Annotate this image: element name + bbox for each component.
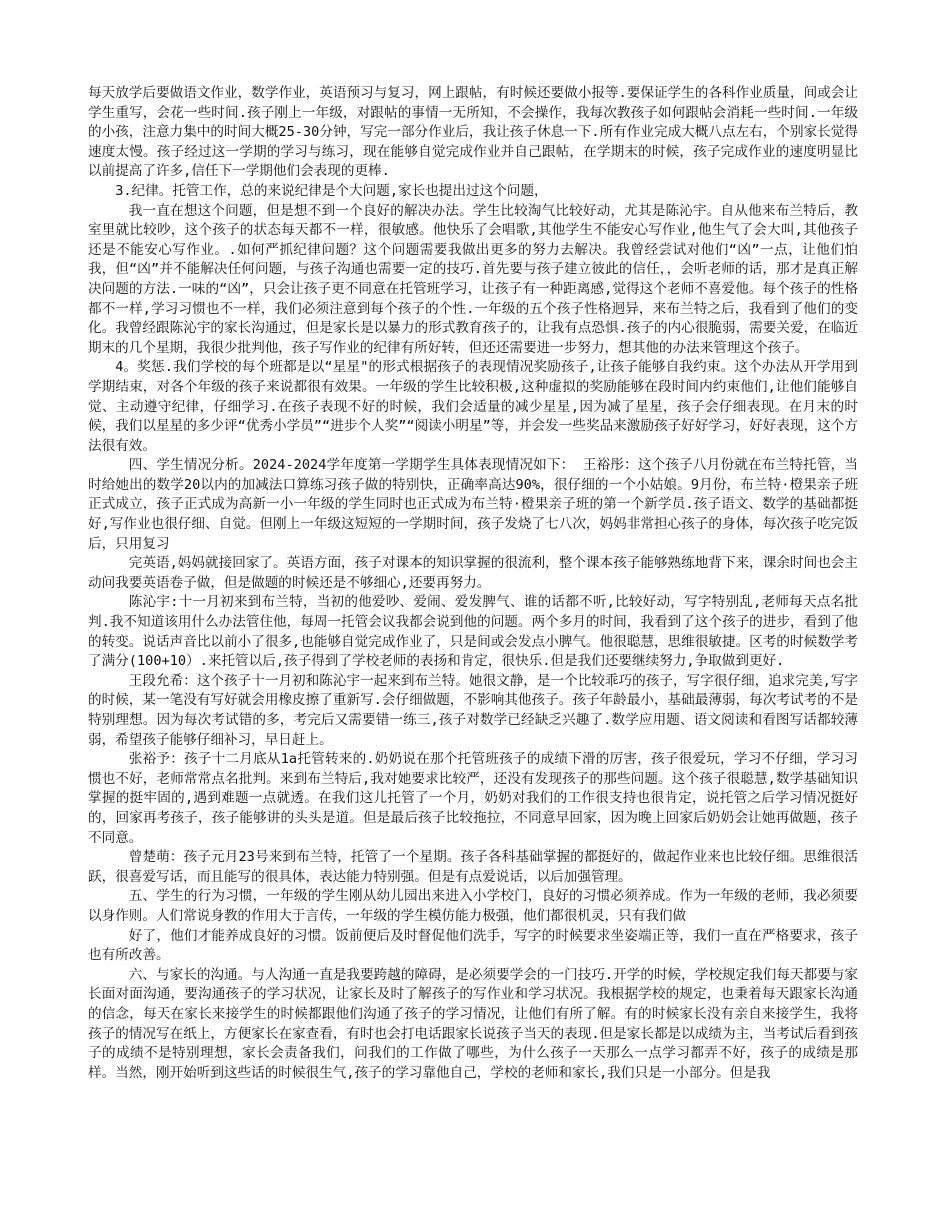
paragraph-student-analysis: 四、学生情况分析。2024-2024学年度第一学期学生具体表现情况如下： 王裕彤：这个孩子八月份就在布兰特托管，当时给她出的数学20以内的加减法口算练习孩子做的特别快，正确率高达90%，很仔细的一个小姑娘。9月份，布兰特·橙果亲子班正式成立，孩子正式成为高新一小一年级的学生同时也正式成为布兰特·橙果亲子班的第一个新学员.孩子语文、数学的基础都挺好,写作业也很仔细、自觉。但刚上一年级这短短的一学期时间，孩子发烧了七八次，妈妈非常担心孩子的身体，每次孩子吃完饭后，只用复习 <box>88 457 858 552</box>
paragraph-parent-communication: 六、与家长的沟通。与人沟通一直是我要跨越的障碍，是必须要学会的一门技巧.开学的时候，学校规定我们每天都要与家长面对面沟通，要沟通孩子的学习状况，让家长及时了解孩子的写作业和学习状况。我根据学校的规定，也秉着每天跟家长沟通的信念，每天在家长来接学生的时候都跟他们沟通了孩子的学习情况，让他们有所了解。有的时候家长没有亲自来接学生，我将孩子的情况写在纸上，方便家长在家查看，有时也会打电话跟家长说孩子当天的表现.但是家长都是以成绩为主，当考试后看到孩子的成绩不是特别理想，家长会责备我们，问我们的工作做了哪些，为什么孩子一天那么一点学习都弄不好，孩子的成绩是那样。当然，刚开始听到这些话的时候很生气,孩子的学习靠他自己，学校的老师和家长,我们只是一小部分。但是我 <box>88 966 858 1081</box>
paragraph-student-zeng: 曾楚萌：孩子元月23号来到布兰特，托管了一个星期。孩子各科基础掌握的都挺好的，做起作业来也比较仔细。思维很活跃，很喜爱写话，而且能写的很具体，表达能力特别强。但是有点爱说话，以后加强管理。 <box>88 849 858 885</box>
paragraph-discipline-heading: 3.纪律。托管工作，总的来说纪律是个大问题,家长也提出过这个问题， <box>115 182 548 199</box>
document-body <box>88 84 858 1083</box>
paragraph-rewards: 4。奖惩.我们学校的每个班都是以“星星"的形式根据孩子的表现情况奖励孩子,让孩子能够自我约束。这个办法从开学用到学期结束，对各个年级的孩子来说都很有效果。一年级的学生比较积极,这种虚拟的奖励能够在段时间内约束他们,让他们能够自觉、主动遵守纪律，仔细学习.在孩子表现不好的时候，我们会适量的减少星星,因为减了星星，孩子会仔细表现。在月末的时候，我们以星星的多少评“优秀小学员”“进步个人奖”“阅读小明星”等，并会发一些奖品来激励孩子好好学习，好好表现，这个方法很有效。 <box>88 359 858 454</box>
paragraph-student-zhang: 张裕予：孩子十二月底从1a托管转来的.奶奶说在那个托管班孩子的成绩下滑的厉害，孩子很爱玩，学习不仔细，学习习惯也不好，老师常常点名批判。来到布兰特后,我对她要求比较严，还没有发现孩子的那些问题。这个孩子很聪慧,数学基础知识掌握的挺牢固的,遇到难题一点就透。在我们这儿托管了一个月，奶奶对我们的工作很支持也很肯定，说托管之后学习情况挺好的，回家再考孩子，孩子能够讲的头头是道。但是最后孩子比较拖拉，不同意早回家，因为晚上回家后奶奶会让她再做题，孩子不同意。 <box>88 751 858 846</box>
paragraph-student-wang: 王段允希：这个孩子十一月初和陈沁宇一起来到布兰特。她很文静，是一个比较乖巧的孩子，写字很仔细，追求完美,写字的时候，某一笔没有写好就会用橡皮擦了重新写.会仔细做题，不影响其他孩子。孩子年龄最小，基础最薄弱，每次考试考的不是特别理想。因为每次考试错的多，考完后又需要错一练三,孩子对数学已经缺乏兴趣了.数学应用题、语文阅读和看图写话都较薄弱，希望孩子能够仔细补习，早日赶上。 <box>88 672 858 748</box>
paragraph-discipline: 我一直在想这个问题，但是想不到一个良好的解决办法。学生比较淘气比较好动，尤其是陈沁宇。自从他来布兰特后，教室里就比较吵，这个孩子的状态每天都不一样，很敏感。他快乐了会唱歌,其他学生不能安心写作业,他生气了会大叫,其他孩子还是不能安心写作业。.如何严抓纪律问题？这个问题需要我做出更多的努力去解决。我曾经尝试对他们“凶”一点，让他们怕我，但“凶”并不能解决任何问题，与孩子沟通也需要一定的技巧.首先要与孩子建立彼此的信任，，会听老师的话，那才是真正解决问题的方法.一味的“凶”，只会让孩子更不同意在托管班学习，让孩子有一种距离感,觉得这个老师不喜爱他。每个孩子的性格都不一样,学习习惯也不一样，我们必须注意到每个孩子的个性.一年级的五个孩子性格迥异，来布兰特之后，我看到了他们的变化。我曾经跟陈沁宇的家长沟通过，但是家长是以暴力的形式教育孩子的，让我有点恐惧.孩子的内心很脆弱，需要关爱，在临近期末的几个星期，我很少批判他，孩子写作业的纪律有所好转，但还还需要进一步努力，想其他的办法来管理这个孩子。 <box>88 202 858 356</box>
paragraph-habits: 五、学生的行为习惯，一年级的学生刚从幼儿园出来进入小学校门，良好的习惯必须养成。作为一年级的老师，我必须要以身作则。人们常说身教的作用大于言传，一年级的学生模仿能力极强，他们都很机灵，只有我们做 <box>88 888 858 924</box>
paragraph-homework: 每天放学后要做语文作业，数学作业，英语预习与复习，网上跟帖，有时候还要做小报等.要保证学生的各科作业质量，间或会让学生重写，会花一些时间.孩子刚上一年级，对跟帖的事情一无所知，不会操作，我每次教孩子如何跟帖会消耗一些时间.一年级的小孩，注意力集中的时间大概25-30分钟，写完一部分作业后，我让孩子休息一下.所有作业完成大概八点左右，个别家长觉得速度太慢。孩子经过这一学期的学习与练习，现在能够自觉完成作业并自己跟帖，在学期末的时候，孩子完成作业的速度明显比以前提高了许多,信任下一学期他们会表现的更棒. <box>88 85 858 180</box>
paragraph-student-chen: 陈沁宇:十一月初来到布兰特，当初的他爱吵、爱闹、爱发脾气、谁的话都不听,比较好动，写字特别乱,老师每天点名批判.我不知道该用什么办法管住他，每周一托管会议我都会说到他的问题。两个多月的时间，我看到了这个孩子的进步，看到了他的转变。说话声音比以前小了很多,也能够自觉完成作业了，只是间或会发点小脾气。他很聪慧，思维很敏捷。区考的时候数学考了满分(100+10）.来托管以后,孩子得到了学校老师的表扬和肯定，很快乐.但是我们还要继续努力,争取做到更好. <box>88 594 858 670</box>
paragraph-english: 完英语,妈妈就接回家了。英语方面，孩子对课本的知识掌握的很流利，整个课本孩子能够熟练地背下来，课余时间也会主动问我要英语卷子做，但是做题的时候还是不够细心,还要再努力。 <box>88 555 858 591</box>
paragraph-habits-continued: 好了，他们才能养成良好的习惯。饭前便后及时督促他们洗手，写字的时候要求坐姿端正等，我们一直在严格要求，孩子也有所改善。 <box>88 927 858 964</box>
